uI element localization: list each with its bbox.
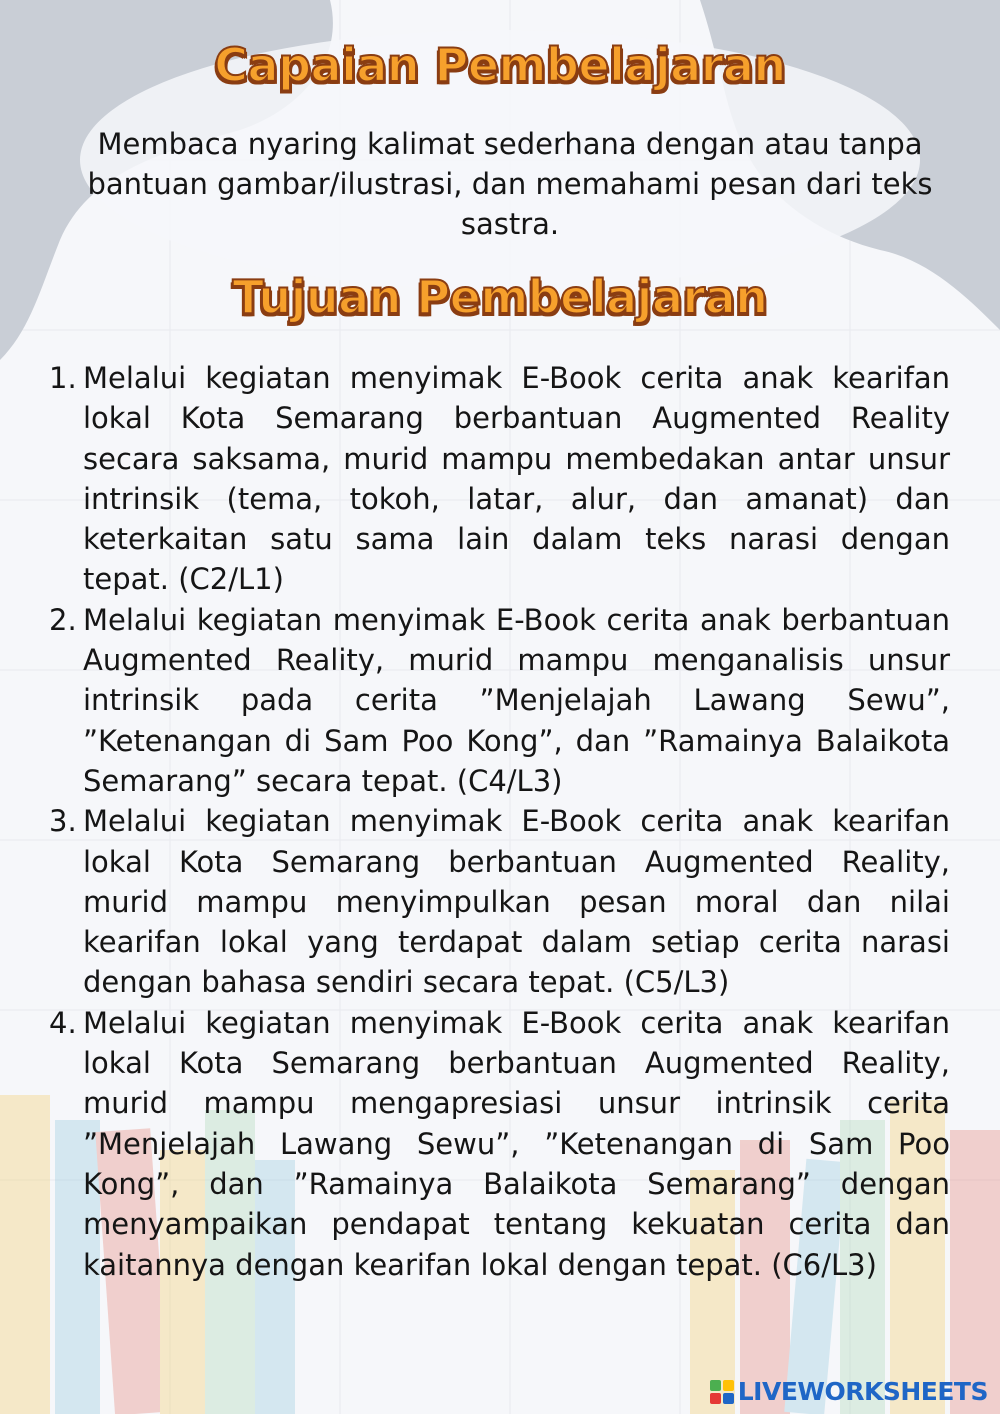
goal-item-3 [45,801,950,1002]
goal-number: 3. [49,804,77,839]
goal-item-4 [45,1003,950,1285]
liveworksheets-brand[interactable] [710,1377,988,1406]
goal-number: 2. [49,602,77,637]
liveworksheets-logo-icon [710,1380,734,1404]
goal-number: 4. [49,1005,77,1040]
goal-item-2 [45,600,950,801]
goal-item-1 [45,358,950,600]
capaian-heading: Capaian Pembelajaran [214,38,786,92]
capaian-text: Membaca nyaring kalimat sederhana dengan atau tanpa bantuan gambar/ilustrasi, dan memahami pesan dari teks sastra. [87,127,933,241]
goal-text: Melalui kegiatan menyimak E-Book cerita anak kearifan lokal Kota Semarang berbantuan Augmented Reality, murid mampu menyimpulkan pesan moral dan nilai kearifan lokal yang terdapat dalam setiap cerita narasi dengan bahasa sendiri secara tepat. (C5/L3) [83,804,950,1000]
goal-number: 1. [49,361,77,395]
tujuan-heading: Tujuan Pembelajaran [232,270,768,324]
goal-text: Melalui kegiatan menyimak E-Book cerita anak berbantuan Augmented Reality, murid mampu menganalisis unsur intrinsik pada cerita ”Menjelajah Lawang Sewu”, ”Ketenangan di Sam Poo Kong”, dan ”Ramainya Balaikota Semarang” secara tepat. (C4/L3) [83,602,950,798]
goal-text: Melalui kegiatan menyimak E-Book cerita anak kearifan lokal Kota Semarang berbantuan Augmented Reality, murid mampu mengapresiasi unsur intrinsik cerita ”Menjelajah Lawang Sewu”, ”Ketenangan di Sam Poo Kong”, dan ”Ramainya Balaikota Semarang” dengan menyampaikan pendapat tentang kekuatan cerita dan kaitannya dengan kearifan lokal dengan tepat. (C6/L3) [83,1005,950,1282]
goals-list [45,358,950,1285]
goal-text: Melalui kegiatan menyimak E-Book cerita anak kearifan lokal Kota Semarang berbantuan Augmented Reality secara saksama, murid mampu membedakan antar unsur intrinsik (tema, tokoh, latar, alur, dan amanat) dan keterkaitan satu sama lain dalam teks narasi dengan tepat. (C2/L1) [83,361,950,597]
brand-text: LIVEWORKSHEETS [737,1377,988,1406]
